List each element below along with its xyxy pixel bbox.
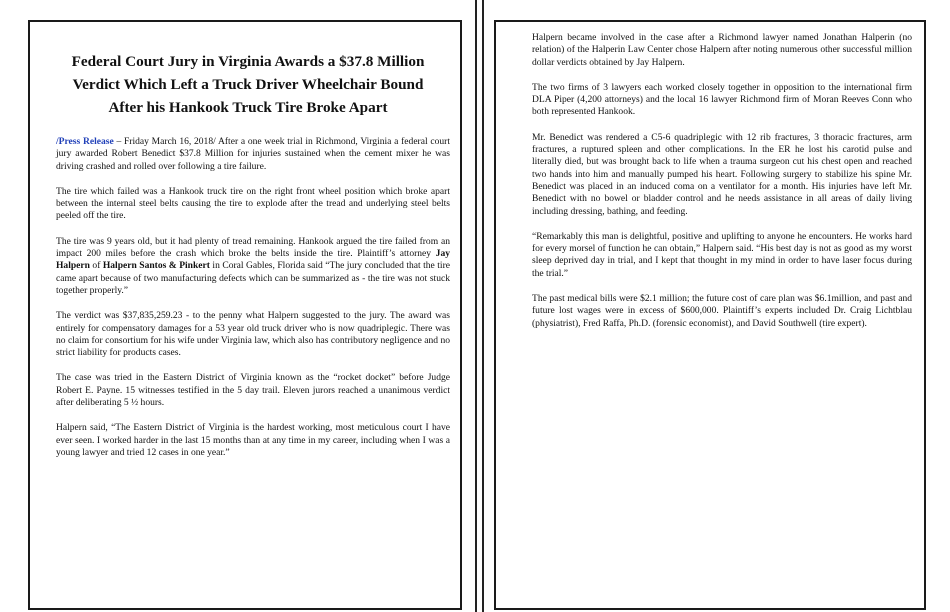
paragraph-text: – Friday March 16, 2018/ After a one week trial in Richmond, Virginia a federal court jury awarded Robert Benedict $37.8 Million for injuries sustained when the cement mixer he was driving crashed and rolled over following a tire failure. [56,136,450,172]
article-title: Federal Court Jury in Virginia Awards a $37.8 Million Verdict Which Left a Truck Driver Wheelchair Bound After his Hankook Truck Tire Broke Apart [71,53,425,116]
paragraph: The two firms of 3 lawyers each worked closely together in opposition to the international firm DLA Piper (4,200 attorneys) and the local 16 lawyer Richmond firm of Moran Reeves Conn who both represented Hankook. [532,81,912,118]
document-page-left [28,20,462,610]
press-release-link[interactable]: /Press Release [56,136,114,147]
paragraph-text: in Coral Gables, Florida said “The jury concluded that the tire came apart because of two manufacturing defects which can be summarized as - the tire was not stuck together properly.” [56,260,450,296]
paragraph: Mr. Benedict was rendered a C5-6 quadriplegic with 12 rib fractures, 3 thoracic fractures, arm fractures, a ruptured spleen and other complications. In the ER he lost his carotid pulse and literally died, but was brought back to life when a trauma surgeon cut his chest open and reached two hands into him and manually pumped his heart. Following surgery to stabilize his spine Mr. Benedict was placed in an induced coma on a ventilator for a month. His injuries have left Mr. Benedict with no bowel or bladder control and he needs assistance in all areas of daily living including dressing, bathing, and feeding. [532,131,912,217]
law-firm-name: Halpern Santos & Pinkert [102,260,210,272]
paragraph-text: of [89,260,103,272]
page-divider-right [482,0,484,612]
paragraph: “Remarkably this man is delightful, positive and uplifting to anyone he encounters. He works hard for every morsel of function he can obtain,” Halpern said. “His best day is not as good as my worst sleep deprived day in trial, and I kept that thought in my mind in order to have laser focus during the trial.” [532,230,912,279]
paragraph: Halpern said, “The Eastern District of Virginia is the hardest working, most meticulous court I have ever seen. I worked harder in the last 15 months than at any time in my career, including when I was a young lawyer and tried 12 cases in one year.” [56,422,450,458]
paragraph: The past medical bills were $2.1 million; the future cost of care plan was $6.1million, and past and future lost wages were in excess of $600,000. Plaintiff’s experts included Dr. Craig Lichtblau (physiatrist), Fred Raffa, Ph.D. (forensic economist), and David Southwell (tire expert). [532,293,912,329]
page-divider-left [475,0,477,612]
paragraph: The case was tried in the Eastern District of Virginia known as the “rocket docket” before Judge Robert E. Payne. 15 witnesses testified in the 5 day trail. Eleven jurors reached a unanimous verdict after deliberating 5 ½ hours. [56,372,450,409]
paragraph: Halpern became involved in the case after a Richmond lawyer named Jonathan Halperin (no relation) of the Halperin Law Center chose Halpern after noting numerous other successful million dollar verdicts obtained by Jay Halpern. [532,32,912,68]
paragraph [56,136,450,173]
document-page-right [494,20,926,610]
attorney-name: Jay Halpern [56,248,450,272]
paragraph [56,236,450,297]
paragraph-text: The tire was 9 years old, but it had plenty of tread remaining. Hankook argued the tire failed from an impact 200 miles before the crash which broke the belts inside the tire. Plaintiff’s attorney [56,235,450,260]
paragraph: The verdict was $37,835,259.23 - to the penny what Halpern suggested to the jury. The award was entirely for compensatory damages for a 53 year old truck driver who is now quadriplegic. There was no claim for consortium for his wife under Virginia law, which also has contributory negligence and no strict liability for products cases. [56,310,450,359]
paragraph: The tire which failed was a Hankook truck tire on the right front wheel position which broke apart between the internal steel belts causing the tire to explode after the tread and underlying steel belts peeled off the tire. [56,185,450,222]
